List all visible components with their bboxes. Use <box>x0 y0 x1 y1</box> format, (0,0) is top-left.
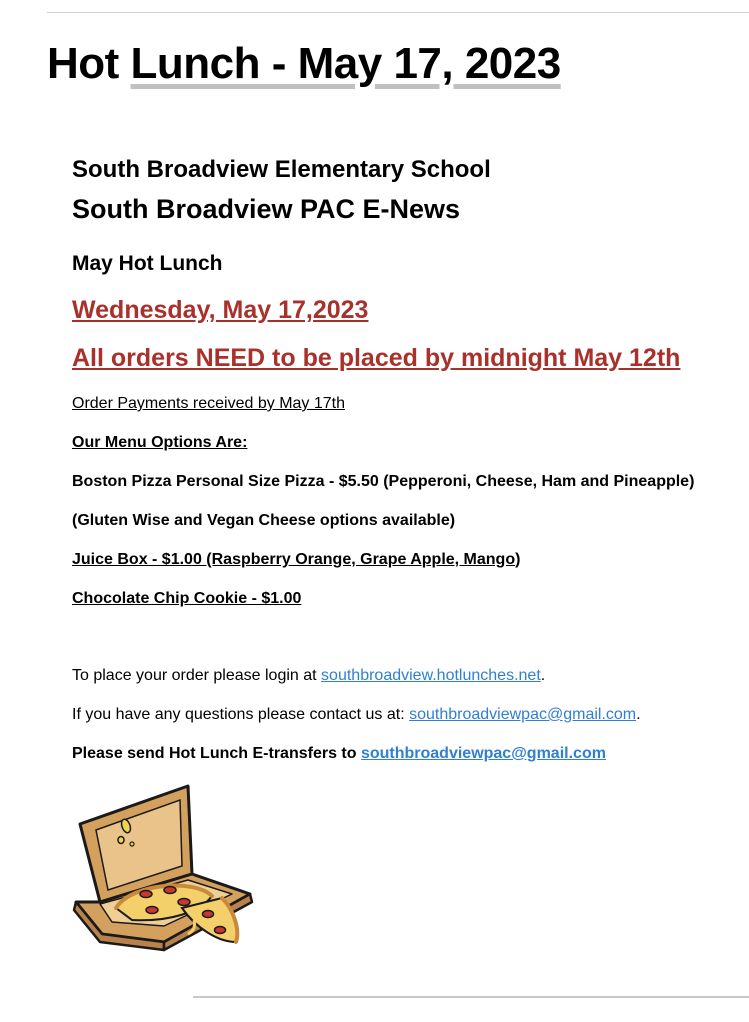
questions-contact <box>72 706 641 724</box>
order-prefix: To place your order please login at <box>72 667 322 684</box>
menu-heading: Our Menu Options Are: <box>72 434 248 451</box>
order-suffix: . <box>540 667 546 684</box>
title-link-text[interactable]: Lunch - May 17, 2023 <box>130 39 561 88</box>
contact-email-link[interactable]: southbroadviewpac@gmail.com <box>409 706 637 723</box>
enews-title: South Broadview PAC E-News <box>72 194 461 224</box>
etransfer-email-link[interactable]: southbroadviewpac@gmail.com <box>360 745 606 762</box>
etransfer-instructions <box>72 745 606 763</box>
bottom-divider <box>193 996 749 998</box>
lunch-date: Wednesday, May 17,2023 <box>72 296 369 324</box>
menu-item-pizza: Boston Pizza Personal Size Pizza - $5.50 (Pepperoni, Cheese, Ham and Pineapple) <box>72 473 695 490</box>
order-deadline: All orders NEED to be placed by midnight May 12th <box>72 344 681 372</box>
order-instructions <box>72 667 545 685</box>
gluten-note: (Gluten Wise and Vegan Cheese options available) <box>72 512 456 529</box>
top-divider <box>47 12 749 13</box>
month-heading: May Hot Lunch <box>72 252 223 275</box>
pizza-box-icon <box>72 782 257 954</box>
hotlunches-link[interactable]: southbroadview.hotlunches.net <box>321 667 541 684</box>
title-first-word: Hot <box>47 39 119 88</box>
menu-item-juice <box>72 551 520 569</box>
menu-item-cookie: Chocolate Chip Cookie - $1.00 <box>72 590 302 607</box>
questions-prefix: If you have any questions please contact us at: <box>72 706 410 723</box>
juice-item-text: Juice Box - $1.00 (Raspberry Orange, Grape Apple, Mango <box>72 551 516 568</box>
juice-item-close: ) <box>515 551 521 568</box>
school-name: South Broadview Elementary School <box>72 156 491 183</box>
payment-note: Order Payments received by May 17th <box>72 395 346 412</box>
etransfer-prefix: Please send Hot Lunch E-transfers to <box>72 745 361 762</box>
page-title <box>47 38 561 90</box>
questions-suffix: . <box>636 706 641 723</box>
